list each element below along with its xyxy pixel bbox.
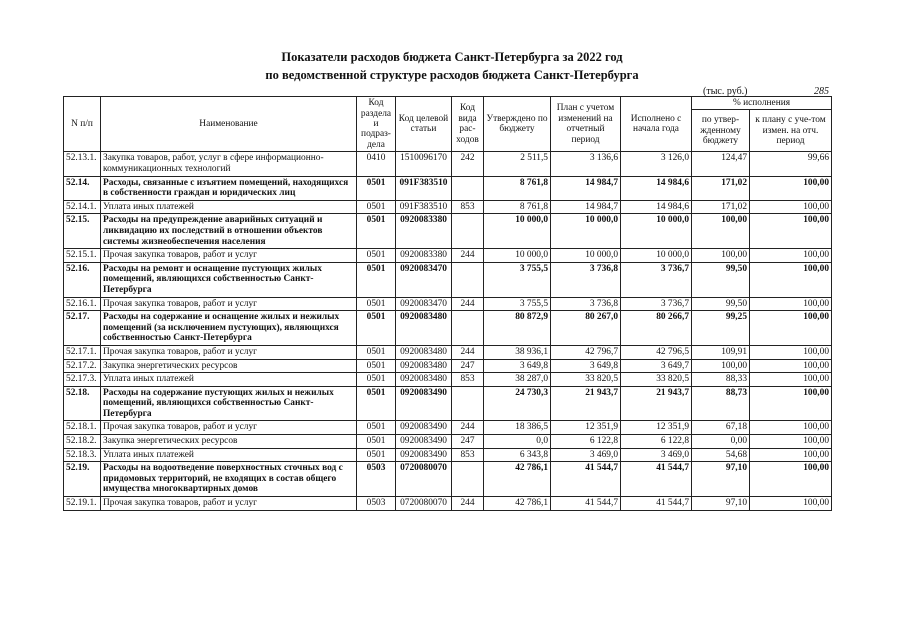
table-row	[64, 359, 832, 373]
row-section-code: 0501	[357, 359, 396, 373]
row-plan: 21 943,7	[551, 386, 621, 421]
row-section-code: 0501	[357, 345, 396, 359]
row-type-code: 853	[452, 448, 484, 462]
row-executed: 41 544,7	[621, 462, 692, 497]
row-type-code	[452, 386, 484, 421]
row-executed: 3 649,7	[621, 359, 692, 373]
row-num: 52.14.1.	[64, 200, 101, 214]
row-type-code	[452, 176, 484, 200]
col-header-pct-group: % исполнения	[692, 97, 832, 110]
col-header-pct-plan: к плану с уче-том измен. на отч. период	[750, 110, 832, 152]
table-row	[64, 373, 832, 387]
row-plan: 3 136,6	[551, 152, 621, 176]
row-pct-approved: 124,47	[692, 152, 750, 176]
row-num: 52.19.	[64, 462, 101, 497]
row-approved: 3 649,8	[484, 359, 551, 373]
row-target-code: 0920083480	[396, 359, 452, 373]
row-name: Прочая закупка товаров, работ и услуг	[101, 421, 357, 435]
row-pct-plan: 100,00	[750, 262, 832, 297]
row-target-code: 091F383510	[396, 200, 452, 214]
row-num: 52.17.3.	[64, 373, 101, 387]
row-section-code: 0410	[357, 152, 396, 176]
row-type-code: 244	[452, 249, 484, 263]
row-type-code: 242	[452, 152, 484, 176]
row-target-code: 0920083470	[396, 297, 452, 311]
row-name: Закупка энергетических ресурсов	[101, 359, 357, 373]
table-row	[64, 421, 832, 435]
row-plan: 33 820,5	[551, 373, 621, 387]
table-row	[64, 345, 832, 359]
row-pct-approved: 0,00	[692, 435, 750, 449]
table-row	[64, 249, 832, 263]
row-section-code: 0501	[357, 373, 396, 387]
row-target-code: 0920083380	[396, 249, 452, 263]
row-pct-approved: 100,00	[692, 359, 750, 373]
row-pct-plan: 100,00	[750, 462, 832, 497]
row-pct-plan: 100,00	[750, 386, 832, 421]
row-num: 52.17.	[64, 311, 101, 346]
row-num: 52.18.2.	[64, 435, 101, 449]
row-approved: 8 761,8	[484, 176, 551, 200]
row-type-code: 244	[452, 297, 484, 311]
row-approved: 24 730,3	[484, 386, 551, 421]
row-executed: 14 984,6	[621, 176, 692, 200]
row-section-code: 0501	[357, 421, 396, 435]
row-num: 52.18.3.	[64, 448, 101, 462]
row-type-code	[452, 462, 484, 497]
row-num: 52.19.1.	[64, 497, 101, 511]
row-type-code: 244	[452, 421, 484, 435]
row-name: Уплата иных платежей	[101, 200, 357, 214]
row-plan: 14 984,7	[551, 200, 621, 214]
row-pct-plan: 100,00	[750, 497, 832, 511]
row-target-code: 0920083490	[396, 421, 452, 435]
row-plan: 12 351,9	[551, 421, 621, 435]
row-pct-approved: 99,50	[692, 262, 750, 297]
row-executed: 3 126,0	[621, 152, 692, 176]
row-num: 52.17.1.	[64, 345, 101, 359]
row-section-code: 0501	[357, 249, 396, 263]
row-pct-plan: 100,00	[750, 311, 832, 346]
row-pct-approved: 97,10	[692, 462, 750, 497]
expenditure-table	[63, 96, 832, 511]
row-target-code: 0720080070	[396, 462, 452, 497]
row-section-code: 0501	[357, 176, 396, 200]
row-approved: 42 786,1	[484, 462, 551, 497]
table-row	[64, 176, 832, 200]
col-header-executed: Исполнено с начала года	[621, 97, 692, 152]
row-pct-plan: 99,66	[750, 152, 832, 176]
row-type-code: 853	[452, 373, 484, 387]
row-approved: 38 287,0	[484, 373, 551, 387]
row-target-code: 0720080070	[396, 497, 452, 511]
row-target-code: 1510096170	[396, 152, 452, 176]
row-section-code: 0501	[357, 386, 396, 421]
row-plan: 3 469,0	[551, 448, 621, 462]
row-name: Прочая закупка товаров, работ и услуг	[101, 297, 357, 311]
row-name: Расходы на предупреждение аварийных ситуаций и ликвидацию их последствий в отношении объектов системы жизнеобеспечения населения	[101, 214, 357, 249]
row-pct-plan: 100,00	[750, 214, 832, 249]
row-num: 52.17.2.	[64, 359, 101, 373]
row-num: 52.14.	[64, 176, 101, 200]
row-target-code: 0920083470	[396, 262, 452, 297]
row-type-code	[452, 214, 484, 249]
row-num: 52.13.1.	[64, 152, 101, 176]
row-plan: 42 796,7	[551, 345, 621, 359]
page-number: 285	[814, 86, 829, 97]
row-approved: 10 000,0	[484, 214, 551, 249]
row-type-code	[452, 262, 484, 297]
row-plan: 3 736,8	[551, 262, 621, 297]
row-approved: 42 786,1	[484, 497, 551, 511]
row-executed: 33 820,5	[621, 373, 692, 387]
row-num: 52.18.	[64, 386, 101, 421]
table-row	[64, 297, 832, 311]
row-executed: 80 266,7	[621, 311, 692, 346]
row-plan: 3 736,8	[551, 297, 621, 311]
row-section-code: 0501	[357, 448, 396, 462]
row-name: Расходы на содержание пустующих жилых и нежилых помещений, являющихся собственностью Санкт-Петербурга	[101, 386, 357, 421]
row-section-code: 0503	[357, 497, 396, 511]
row-type-code: 247	[452, 359, 484, 373]
row-section-code: 0501	[357, 311, 396, 346]
row-target-code: 0920083480	[396, 373, 452, 387]
col-header-approved: Утверждено по бюджету	[484, 97, 551, 152]
row-pct-plan: 100,00	[750, 249, 832, 263]
row-executed: 42 796,5	[621, 345, 692, 359]
row-target-code: 0920083490	[396, 435, 452, 449]
row-section-code: 0503	[357, 462, 396, 497]
row-plan: 10 000,0	[551, 214, 621, 249]
row-approved: 3 755,5	[484, 297, 551, 311]
col-header-pct-approved: по утвер-жденному бюджету	[692, 110, 750, 152]
row-approved: 80 872,9	[484, 311, 551, 346]
table-row	[64, 262, 832, 297]
row-pct-approved: 97,10	[692, 497, 750, 511]
row-target-code: 0920083490	[396, 448, 452, 462]
row-pct-approved: 100,00	[692, 249, 750, 263]
row-section-code: 0501	[357, 297, 396, 311]
row-pct-plan: 100,00	[750, 200, 832, 214]
row-executed: 3 736,7	[621, 262, 692, 297]
row-type-code: 247	[452, 435, 484, 449]
row-target-code: 0920083480	[396, 345, 452, 359]
table-row	[64, 386, 832, 421]
row-name: Прочая закупка товаров, работ и услуг	[101, 345, 357, 359]
row-target-code: 091F383510	[396, 176, 452, 200]
row-plan: 80 267,0	[551, 311, 621, 346]
row-approved: 18 386,5	[484, 421, 551, 435]
row-pct-approved: 100,00	[692, 214, 750, 249]
row-name: Закупка товаров, работ, услуг в сфере информационно-коммуникационных технологий	[101, 152, 357, 176]
row-pct-plan: 100,00	[750, 176, 832, 200]
table-row	[64, 435, 832, 449]
row-type-code	[452, 311, 484, 346]
row-num: 52.16.	[64, 262, 101, 297]
col-header-plan: План с учетом изменений на отчетный период	[551, 97, 621, 152]
row-target-code: 0920083480	[396, 311, 452, 346]
row-num: 52.18.1.	[64, 421, 101, 435]
row-executed: 3 736,7	[621, 297, 692, 311]
row-plan: 41 544,7	[551, 462, 621, 497]
table-row	[64, 214, 832, 249]
row-section-code: 0501	[357, 200, 396, 214]
row-pct-plan: 100,00	[750, 359, 832, 373]
row-pct-approved: 109,91	[692, 345, 750, 359]
row-target-code: 0920083380	[396, 214, 452, 249]
row-pct-approved: 88,33	[692, 373, 750, 387]
row-approved: 0,0	[484, 435, 551, 449]
row-name: Прочая закупка товаров, работ и услуг	[101, 249, 357, 263]
row-pct-plan: 100,00	[750, 435, 832, 449]
row-pct-plan: 100,00	[750, 297, 832, 311]
row-executed: 3 469,0	[621, 448, 692, 462]
row-pct-plan: 100,00	[750, 373, 832, 387]
row-executed: 10 000,0	[621, 249, 692, 263]
row-type-code: 244	[452, 497, 484, 511]
table-row	[64, 462, 832, 497]
row-executed: 10 000,0	[621, 214, 692, 249]
table-row	[64, 200, 832, 214]
row-pct-approved: 171,02	[692, 176, 750, 200]
col-header-num: N п/п	[64, 97, 101, 152]
row-approved: 8 761,8	[484, 200, 551, 214]
row-plan: 41 544,7	[551, 497, 621, 511]
row-name: Расходы на содержание и оснащение жилых и нежилых помещений (за исключением пустующих), являющихся собственностью Санкт-Петербурга	[101, 311, 357, 346]
row-name: Расходы на водоотведение поверхностных сточных вод с придомовых территорий, не входящих в состав общего имущества многоквартирных домов	[101, 462, 357, 497]
row-executed: 41 544,7	[621, 497, 692, 511]
row-section-code: 0501	[357, 214, 396, 249]
row-num: 52.15.	[64, 214, 101, 249]
row-pct-plan: 100,00	[750, 421, 832, 435]
row-executed: 14 984,6	[621, 200, 692, 214]
row-pct-approved: 99,50	[692, 297, 750, 311]
row-plan: 3 649,8	[551, 359, 621, 373]
row-pct-approved: 54,68	[692, 448, 750, 462]
row-pct-plan: 100,00	[750, 345, 832, 359]
table-row	[64, 448, 832, 462]
row-approved: 38 936,1	[484, 345, 551, 359]
table-row	[64, 152, 832, 176]
row-section-code: 0501	[357, 435, 396, 449]
row-name: Закупка энергетических ресурсов	[101, 435, 357, 449]
row-plan: 6 122,8	[551, 435, 621, 449]
row-approved: 10 000,0	[484, 249, 551, 263]
table-row	[64, 497, 832, 511]
row-name: Прочая закупка товаров, работ и услуг	[101, 497, 357, 511]
row-pct-plan: 100,00	[750, 448, 832, 462]
row-section-code: 0501	[357, 262, 396, 297]
row-pct-approved: 171,02	[692, 200, 750, 214]
row-num: 52.16.1.	[64, 297, 101, 311]
row-num: 52.15.1.	[64, 249, 101, 263]
row-name: Уплата иных платежей	[101, 373, 357, 387]
col-header-type: Код вида рас-ходов	[452, 97, 484, 152]
row-name: Расходы на ремонт и оснащение пустующих жилых помещений, являющихся собственностью Санкт-Петербурга	[101, 262, 357, 297]
row-executed: 6 122,8	[621, 435, 692, 449]
row-approved: 3 755,5	[484, 262, 551, 297]
row-target-code: 0920083490	[396, 386, 452, 421]
row-plan: 10 000,0	[551, 249, 621, 263]
row-name: Расходы, связанные с изъятием помещений, находящихся в собственности граждан и юридических лиц	[101, 176, 357, 200]
row-pct-approved: 99,25	[692, 311, 750, 346]
row-plan: 14 984,7	[551, 176, 621, 200]
row-pct-approved: 67,18	[692, 421, 750, 435]
units-label: (тыс. руб.)	[703, 86, 748, 97]
col-header-section: Код раздела и подраз-дела	[357, 97, 396, 152]
col-header-target: Код целевой статьи	[396, 97, 452, 152]
row-executed: 21 943,7	[621, 386, 692, 421]
row-approved: 6 343,8	[484, 448, 551, 462]
row-type-code: 244	[452, 345, 484, 359]
row-name: Уплата иных платежей	[101, 448, 357, 462]
document-title-line1: Показатели расходов бюджета Санкт-Петербурга за 2022 год	[281, 50, 623, 64]
document-title-line2: по ведомственной структуре расходов бюджета Санкт-Петербурга	[265, 68, 639, 82]
row-executed: 12 351,9	[621, 421, 692, 435]
col-header-name: Наименование	[101, 97, 357, 152]
table-row	[64, 311, 832, 346]
row-type-code: 853	[452, 200, 484, 214]
row-pct-approved: 88,73	[692, 386, 750, 421]
row-approved: 2 511,5	[484, 152, 551, 176]
